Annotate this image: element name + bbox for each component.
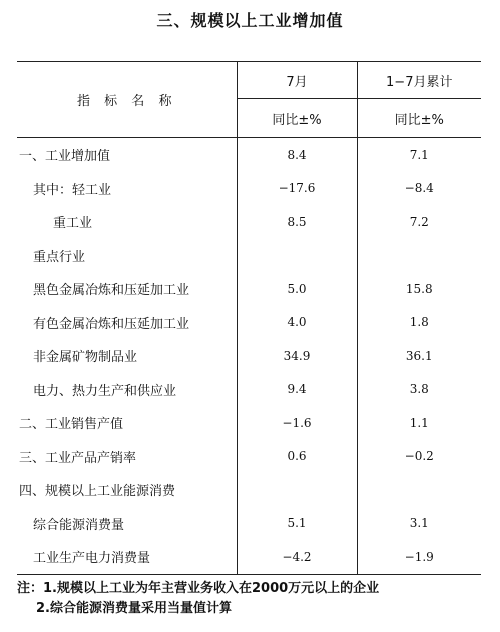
row-cumulative-value: 7.2 bbox=[409, 214, 429, 229]
row-indicator-name: 其中：轻工业 bbox=[17, 172, 237, 206]
row-month-value: 34.9 bbox=[237, 339, 357, 373]
row-indicator-name: 重工业 bbox=[17, 205, 237, 239]
row-cumulative-value: −8.4 bbox=[404, 181, 434, 196]
header-month-yoy: 同比±% bbox=[237, 99, 357, 138]
header-month: 7月 bbox=[237, 62, 357, 99]
row-month-value: 0.6 bbox=[237, 440, 357, 474]
row-indicator-name: 四、规模以上工业能源消费 bbox=[17, 473, 237, 507]
table-row bbox=[17, 373, 481, 407]
statistics-table bbox=[17, 61, 481, 575]
row-cumulative-value: 7.1 bbox=[409, 147, 429, 162]
row-month-value bbox=[237, 473, 357, 507]
row-month-value: 8.5 bbox=[237, 205, 357, 239]
row-cumulative-value: 1.8 bbox=[409, 315, 429, 330]
row-indicator-name: 二、工业销售产值 bbox=[17, 406, 237, 440]
table-row bbox=[17, 507, 481, 541]
table-row bbox=[17, 138, 481, 172]
header-indicator: 指 标 名 称 bbox=[17, 62, 237, 138]
table-row bbox=[17, 172, 481, 206]
footnote-2: 2.综合能源消费量采用当量值计算 bbox=[36, 601, 232, 616]
row-cumulative-value: 1.1 bbox=[409, 415, 429, 430]
header-cumulative: 1−7月累计 bbox=[357, 62, 481, 99]
header-cumulative-yoy: 同比±% bbox=[357, 99, 481, 138]
table-body bbox=[17, 138, 481, 575]
row-indicator-name: 重点行业 bbox=[17, 239, 237, 273]
row-month-value: 5.0 bbox=[237, 272, 357, 306]
row-indicator-name: 三、工业产品产销率 bbox=[17, 440, 237, 474]
row-indicator-name: 综合能源消费量 bbox=[17, 507, 237, 541]
row-cumulative-value: 15.8 bbox=[405, 281, 433, 296]
row-cumulative-value bbox=[357, 473, 481, 507]
row-month-value: 9.4 bbox=[237, 373, 357, 407]
row-cumulative-value: 36.1 bbox=[405, 348, 433, 363]
table-header bbox=[17, 62, 481, 138]
page-title: 三、规模以上工业增加值 bbox=[156, 11, 344, 30]
table-row bbox=[17, 406, 481, 440]
row-cumulative-value: 3.1 bbox=[409, 516, 429, 531]
row-month-value: −4.2 bbox=[237, 540, 357, 574]
row-month-value: 4.0 bbox=[237, 306, 357, 340]
table-row bbox=[17, 540, 481, 574]
row-indicator-name: 黑色金属冶炼和压延加工业 bbox=[17, 272, 237, 306]
table-row bbox=[17, 440, 481, 474]
row-cumulative-value: 3.8 bbox=[409, 382, 429, 397]
table-row bbox=[17, 473, 481, 507]
row-cumulative-value: −0.2 bbox=[404, 449, 434, 464]
table-row bbox=[17, 205, 481, 239]
row-month-value: 8.4 bbox=[237, 138, 357, 172]
row-indicator-name: 有色金属冶炼和压延加工业 bbox=[17, 306, 237, 340]
row-cumulative-value bbox=[357, 239, 481, 273]
row-month-value: 5.1 bbox=[237, 507, 357, 541]
footnotes bbox=[17, 579, 379, 619]
row-indicator-name: 一、工业增加值 bbox=[17, 138, 237, 172]
table-row bbox=[17, 239, 481, 273]
footnote-1: 注：1.规模以上工业为年主营业务收入在2000万元以上的企业 bbox=[17, 581, 380, 596]
row-indicator-name: 电力、热力生产和供应业 bbox=[17, 373, 237, 407]
row-indicator-name: 非金属矿物制品业 bbox=[17, 339, 237, 373]
row-month-value: −17.6 bbox=[237, 172, 357, 206]
row-month-value: −1.6 bbox=[237, 406, 357, 440]
row-indicator-name: 工业生产电力消费量 bbox=[17, 540, 237, 574]
table-row bbox=[17, 272, 481, 306]
row-cumulative-value: −1.9 bbox=[357, 540, 481, 574]
row-month-value bbox=[237, 239, 357, 273]
table-row bbox=[17, 339, 481, 373]
table-row bbox=[17, 306, 481, 340]
